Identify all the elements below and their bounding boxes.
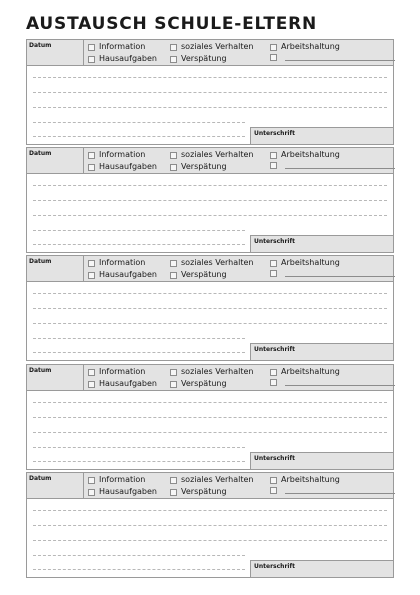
- other-blank-line[interactable]: [285, 493, 395, 494]
- signature-label: Unterschrift: [254, 455, 295, 462]
- option-work-attitude[interactable]: [270, 367, 340, 377]
- checkbox-icon[interactable]: [88, 477, 95, 484]
- checkbox-icon[interactable]: [270, 270, 277, 277]
- date-field[interactable]: [27, 473, 84, 498]
- option-label: Arbeitshaltung: [281, 258, 340, 267]
- block-header: [27, 365, 393, 391]
- signature-field[interactable]: [250, 235, 393, 252]
- option-label: Information: [99, 475, 146, 484]
- checkbox-icon[interactable]: [170, 272, 177, 279]
- checkbox-icon[interactable]: [270, 260, 277, 267]
- option-work-attitude[interactable]: [270, 42, 340, 52]
- signature-field[interactable]: [250, 343, 393, 360]
- option-label: Hausaufgaben: [99, 54, 157, 63]
- writing-line[interactable]: [33, 432, 387, 433]
- writing-line[interactable]: [33, 308, 387, 309]
- option-label: Verspätung: [181, 162, 227, 171]
- other-blank-line[interactable]: [285, 385, 395, 386]
- option-social-behavior[interactable]: [170, 42, 254, 52]
- option-other[interactable]: [270, 162, 395, 169]
- checkbox-icon[interactable]: [88, 260, 95, 267]
- checkbox-icon[interactable]: [170, 489, 177, 496]
- option-other[interactable]: [270, 487, 395, 494]
- entry-block: [26, 472, 394, 578]
- option-label: Information: [99, 42, 146, 51]
- block-header: [27, 256, 393, 282]
- other-blank-line[interactable]: [285, 276, 395, 277]
- entry-block: [26, 39, 394, 145]
- option-label: Information: [99, 258, 146, 267]
- block-header: [27, 40, 393, 66]
- checkbox-icon[interactable]: [270, 477, 277, 484]
- option-lateness[interactable]: [170, 487, 227, 497]
- writing-line[interactable]: [33, 215, 387, 216]
- writing-line[interactable]: [33, 107, 387, 108]
- option-information[interactable]: [88, 42, 145, 52]
- checkbox-icon[interactable]: [88, 44, 95, 51]
- writing-line[interactable]: [33, 200, 387, 201]
- writing-line[interactable]: [33, 417, 387, 418]
- checkbox-icon[interactable]: [270, 162, 277, 169]
- writing-line[interactable]: [33, 447, 245, 448]
- checkbox-icon[interactable]: [88, 164, 95, 171]
- option-other[interactable]: [270, 379, 395, 386]
- option-homework[interactable]: [88, 270, 157, 280]
- checkbox-icon[interactable]: [88, 489, 95, 496]
- date-label: Datum: [29, 367, 52, 374]
- option-work-attitude[interactable]: [270, 150, 340, 160]
- option-information[interactable]: [88, 367, 145, 377]
- checkbox-icon[interactable]: [170, 56, 177, 63]
- checkbox-icon[interactable]: [88, 381, 95, 388]
- writing-line[interactable]: [33, 122, 245, 123]
- checkbox-icon[interactable]: [88, 369, 95, 376]
- writing-line[interactable]: [33, 338, 245, 339]
- option-label: Arbeitshaltung: [281, 150, 340, 159]
- writing-line[interactable]: [33, 244, 245, 245]
- option-label: Hausaufgaben: [99, 270, 157, 279]
- page-title: AUSTAUSCH SCHULE-ELTERN: [26, 14, 318, 34]
- date-field[interactable]: [27, 40, 84, 65]
- option-other[interactable]: [270, 54, 395, 61]
- option-label: Information: [99, 367, 146, 376]
- option-homework[interactable]: [88, 162, 157, 172]
- date-label: Datum: [29, 150, 52, 157]
- writing-line[interactable]: [33, 402, 387, 403]
- checkbox-icon[interactable]: [88, 152, 95, 159]
- option-label: soziales Verhalten: [181, 475, 254, 484]
- option-lateness[interactable]: [170, 162, 227, 172]
- writing-line[interactable]: [33, 77, 387, 78]
- block-header: [27, 473, 393, 499]
- writing-line[interactable]: [33, 461, 245, 462]
- checkbox-icon[interactable]: [88, 272, 95, 279]
- option-label: Verspätung: [181, 54, 227, 63]
- writing-line[interactable]: [33, 293, 387, 294]
- option-social-behavior[interactable]: [170, 258, 254, 268]
- writing-line[interactable]: [33, 230, 245, 231]
- writing-line[interactable]: [33, 323, 387, 324]
- option-label: soziales Verhalten: [181, 42, 254, 51]
- option-label: Verspätung: [181, 379, 227, 388]
- option-lateness[interactable]: [170, 54, 227, 64]
- signature-field[interactable]: [250, 127, 393, 144]
- option-social-behavior[interactable]: [170, 475, 254, 485]
- signature-label: Unterschrift: [254, 238, 295, 245]
- entry-block: [26, 255, 394, 361]
- checkbox-icon[interactable]: [270, 487, 277, 494]
- option-label: Verspätung: [181, 270, 227, 279]
- writing-line[interactable]: [33, 525, 387, 526]
- option-label: Hausaufgaben: [99, 379, 157, 388]
- writing-line[interactable]: [33, 540, 387, 541]
- checkbox-icon[interactable]: [170, 44, 177, 51]
- checkbox-icon[interactable]: [270, 54, 277, 61]
- checkbox-icon[interactable]: [270, 44, 277, 51]
- writing-line[interactable]: [33, 185, 387, 186]
- writing-line[interactable]: [33, 510, 387, 511]
- writing-line[interactable]: [33, 352, 245, 353]
- writing-line[interactable]: [33, 92, 387, 93]
- date-label: Datum: [29, 475, 52, 482]
- option-label: Arbeitshaltung: [281, 42, 340, 51]
- signature-field[interactable]: [250, 452, 393, 469]
- signature-field[interactable]: [250, 560, 393, 577]
- checkbox-icon[interactable]: [170, 477, 177, 484]
- other-blank-line[interactable]: [285, 60, 395, 61]
- signature-label: Unterschrift: [254, 130, 295, 137]
- date-field[interactable]: [27, 148, 84, 173]
- checkbox-icon[interactable]: [170, 152, 177, 159]
- option-homework[interactable]: [88, 54, 157, 64]
- date-field[interactable]: [27, 256, 84, 281]
- checkbox-icon[interactable]: [88, 56, 95, 63]
- option-work-attitude[interactable]: [270, 475, 340, 485]
- checkbox-icon[interactable]: [170, 381, 177, 388]
- option-label: Hausaufgaben: [99, 487, 157, 496]
- entry-block: [26, 147, 394, 253]
- option-label: Hausaufgaben: [99, 162, 157, 171]
- option-homework[interactable]: [88, 487, 157, 497]
- checkbox-icon[interactable]: [270, 152, 277, 159]
- option-other[interactable]: [270, 270, 395, 277]
- checkbox-icon[interactable]: [170, 260, 177, 267]
- option-work-attitude[interactable]: [270, 258, 340, 268]
- option-label: Arbeitshaltung: [281, 475, 340, 484]
- option-information[interactable]: [88, 475, 145, 485]
- other-blank-line[interactable]: [285, 168, 395, 169]
- checkbox-icon[interactable]: [170, 164, 177, 171]
- date-label: Datum: [29, 258, 52, 265]
- checkbox-icon[interactable]: [170, 369, 177, 376]
- option-label: Information: [99, 150, 146, 159]
- option-label: soziales Verhalten: [181, 367, 254, 376]
- entry-block: [26, 364, 394, 470]
- writing-line[interactable]: [33, 555, 245, 556]
- option-lateness[interactable]: [170, 379, 227, 389]
- option-label: soziales Verhalten: [181, 150, 254, 159]
- option-information[interactable]: [88, 150, 145, 160]
- option-label: soziales Verhalten: [181, 258, 254, 267]
- writing-line[interactable]: [33, 569, 245, 570]
- option-label: Arbeitshaltung: [281, 367, 340, 376]
- option-homework[interactable]: [88, 379, 157, 389]
- date-field[interactable]: [27, 365, 84, 390]
- option-lateness[interactable]: [170, 270, 227, 280]
- option-information[interactable]: [88, 258, 145, 268]
- signature-label: Unterschrift: [254, 563, 295, 570]
- option-label: Verspätung: [181, 487, 227, 496]
- date-label: Datum: [29, 42, 52, 49]
- block-header: [27, 148, 393, 174]
- checkbox-icon[interactable]: [270, 379, 277, 386]
- option-social-behavior[interactable]: [170, 367, 254, 377]
- option-social-behavior[interactable]: [170, 150, 254, 160]
- checkbox-icon[interactable]: [270, 369, 277, 376]
- writing-line[interactable]: [33, 136, 245, 137]
- signature-label: Unterschrift: [254, 346, 295, 353]
